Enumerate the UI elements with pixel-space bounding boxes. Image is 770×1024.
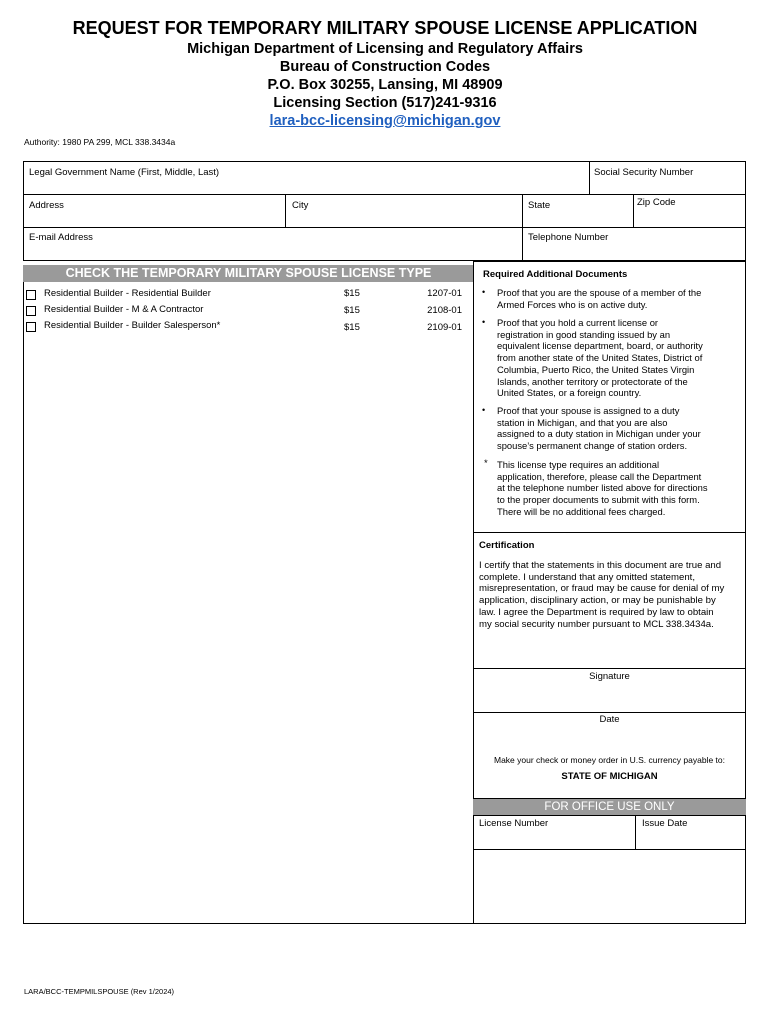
salesperson-note: This license type requires an additional application, therefore, please call the Department at the telephone number listed above for directions to the proper documents to submit with this form. There will be no additional fees charged. — [497, 459, 708, 517]
license-name: Residential Builder - M & A Contractor — [44, 304, 204, 315]
telephone-field[interactable] — [522, 227, 746, 261]
email-field[interactable] — [23, 227, 523, 261]
license-row — [24, 304, 468, 320]
signature-label: Signature — [589, 671, 630, 682]
required-doc-item: Proof that your spouse is assigned to a duty station in Michigan, and that you are also assigned to a duty station in Michigan under your spouse’s permanent change of station orders. — [497, 405, 701, 452]
required-doc-item: Proof that you hold a current license or registration in good standing issued by an equivalent license department, board, or authority from another state of the United States, District of Columbia, Puerto Rico, the United States Virgin Islands, another territory or protectorate of the United States, or a foreign country. — [497, 317, 703, 399]
date-field[interactable] — [473, 712, 746, 799]
state-field[interactable] — [522, 194, 634, 228]
bureau-name: Bureau of Construction Codes — [279, 59, 491, 75]
required-doc-item: Proof that you are the spouse of a member of the Armed Forces who is on active duty. — [497, 287, 702, 310]
licensing-phone: Licensing Section (517)241-9316 — [273, 95, 497, 111]
date-label: Date — [599, 714, 620, 725]
legal-name-label: Legal Government Name (First, Middle, Last) — [29, 167, 220, 178]
license-name: Residential Builder - Residential Builder — [44, 288, 211, 299]
address-label: Address — [29, 200, 64, 211]
license-row — [24, 320, 468, 336]
issue-date-field — [635, 815, 746, 850]
required-docs-heading: Required Additional Documents — [483, 269, 628, 280]
license-number-label: License Number — [479, 818, 549, 829]
license-row — [24, 288, 468, 304]
address-field[interactable] — [23, 194, 286, 228]
payment-instruction: Make your check or money order in U.S. currency payable to: — [493, 755, 726, 765]
state-label: State — [528, 200, 551, 211]
bullet-icon: • — [482, 405, 486, 415]
bullet-icon: • — [482, 317, 486, 327]
office-use-blank — [473, 849, 746, 924]
license-code: 1207-01 — [427, 288, 462, 299]
payee-name: STATE OF MICHIGAN — [561, 771, 658, 782]
form-revision: LARA/BCC-TEMPMILSPOUSE (Rev 1/2024) — [24, 987, 175, 996]
license-number-field — [473, 815, 636, 850]
city-field[interactable] — [285, 194, 523, 228]
bullet-icon: • — [482, 287, 486, 297]
department-name: Michigan Department of Licensing and Regulatory Affairs — [187, 41, 583, 57]
license-fee: $15 — [344, 305, 360, 316]
city-label: City — [292, 200, 309, 211]
legal-name-field[interactable] — [23, 161, 590, 195]
zip-field[interactable] — [633, 194, 746, 228]
license-type-panel — [23, 282, 474, 924]
mailing-address: P.O. Box 30255, Lansing, MI 48909 — [267, 77, 503, 93]
certification-text: I certify that the statements in this document are true and complete. I understand that any omitted statement, misrepresentation, or fraud may be cause for denial of my application, disciplinary action, or may be punishable by law. I agree the Department is required by law to obtain my social security number pursuant to MCL 338.3434a. — [479, 560, 725, 630]
note-marker: * — [484, 458, 488, 469]
license-fee: $15 — [344, 322, 360, 333]
license-type-banner: CHECK THE TEMPORARY MILITARY SPOUSE LICENSE TYPE — [23, 265, 474, 282]
authority-note: Authority: 1980 PA 299, MCL 338.3434a — [24, 137, 176, 147]
ssn-field[interactable] — [589, 161, 746, 195]
certification-box — [473, 532, 746, 669]
telephone-label: Telephone Number — [528, 232, 609, 243]
ssn-label: Social Security Number — [594, 167, 694, 178]
certification-heading: Certification — [479, 540, 535, 551]
issue-date-label: Issue Date — [642, 818, 688, 829]
email-label: E-mail Address — [29, 232, 93, 243]
form-title: REQUEST FOR TEMPORARY MILITARY SPOUSE LICENSE APPLICATION — [72, 18, 698, 38]
license-checkbox[interactable] — [26, 290, 36, 300]
required-docs-box — [473, 261, 746, 533]
license-name: Residential Builder - Builder Salesperson* — [44, 320, 221, 331]
zip-label: Zip Code — [637, 197, 676, 208]
email-link[interactable]: lara-bcc-licensing@michigan.gov — [269, 113, 501, 129]
license-checkbox[interactable] — [26, 322, 36, 332]
license-checkbox[interactable] — [26, 306, 36, 316]
signature-field[interactable] — [473, 668, 746, 713]
office-use-banner: FOR OFFICE USE ONLY — [473, 799, 746, 815]
license-code: 2108-01 — [427, 305, 462, 316]
license-fee: $15 — [344, 288, 360, 299]
license-code: 2109-01 — [427, 322, 462, 333]
